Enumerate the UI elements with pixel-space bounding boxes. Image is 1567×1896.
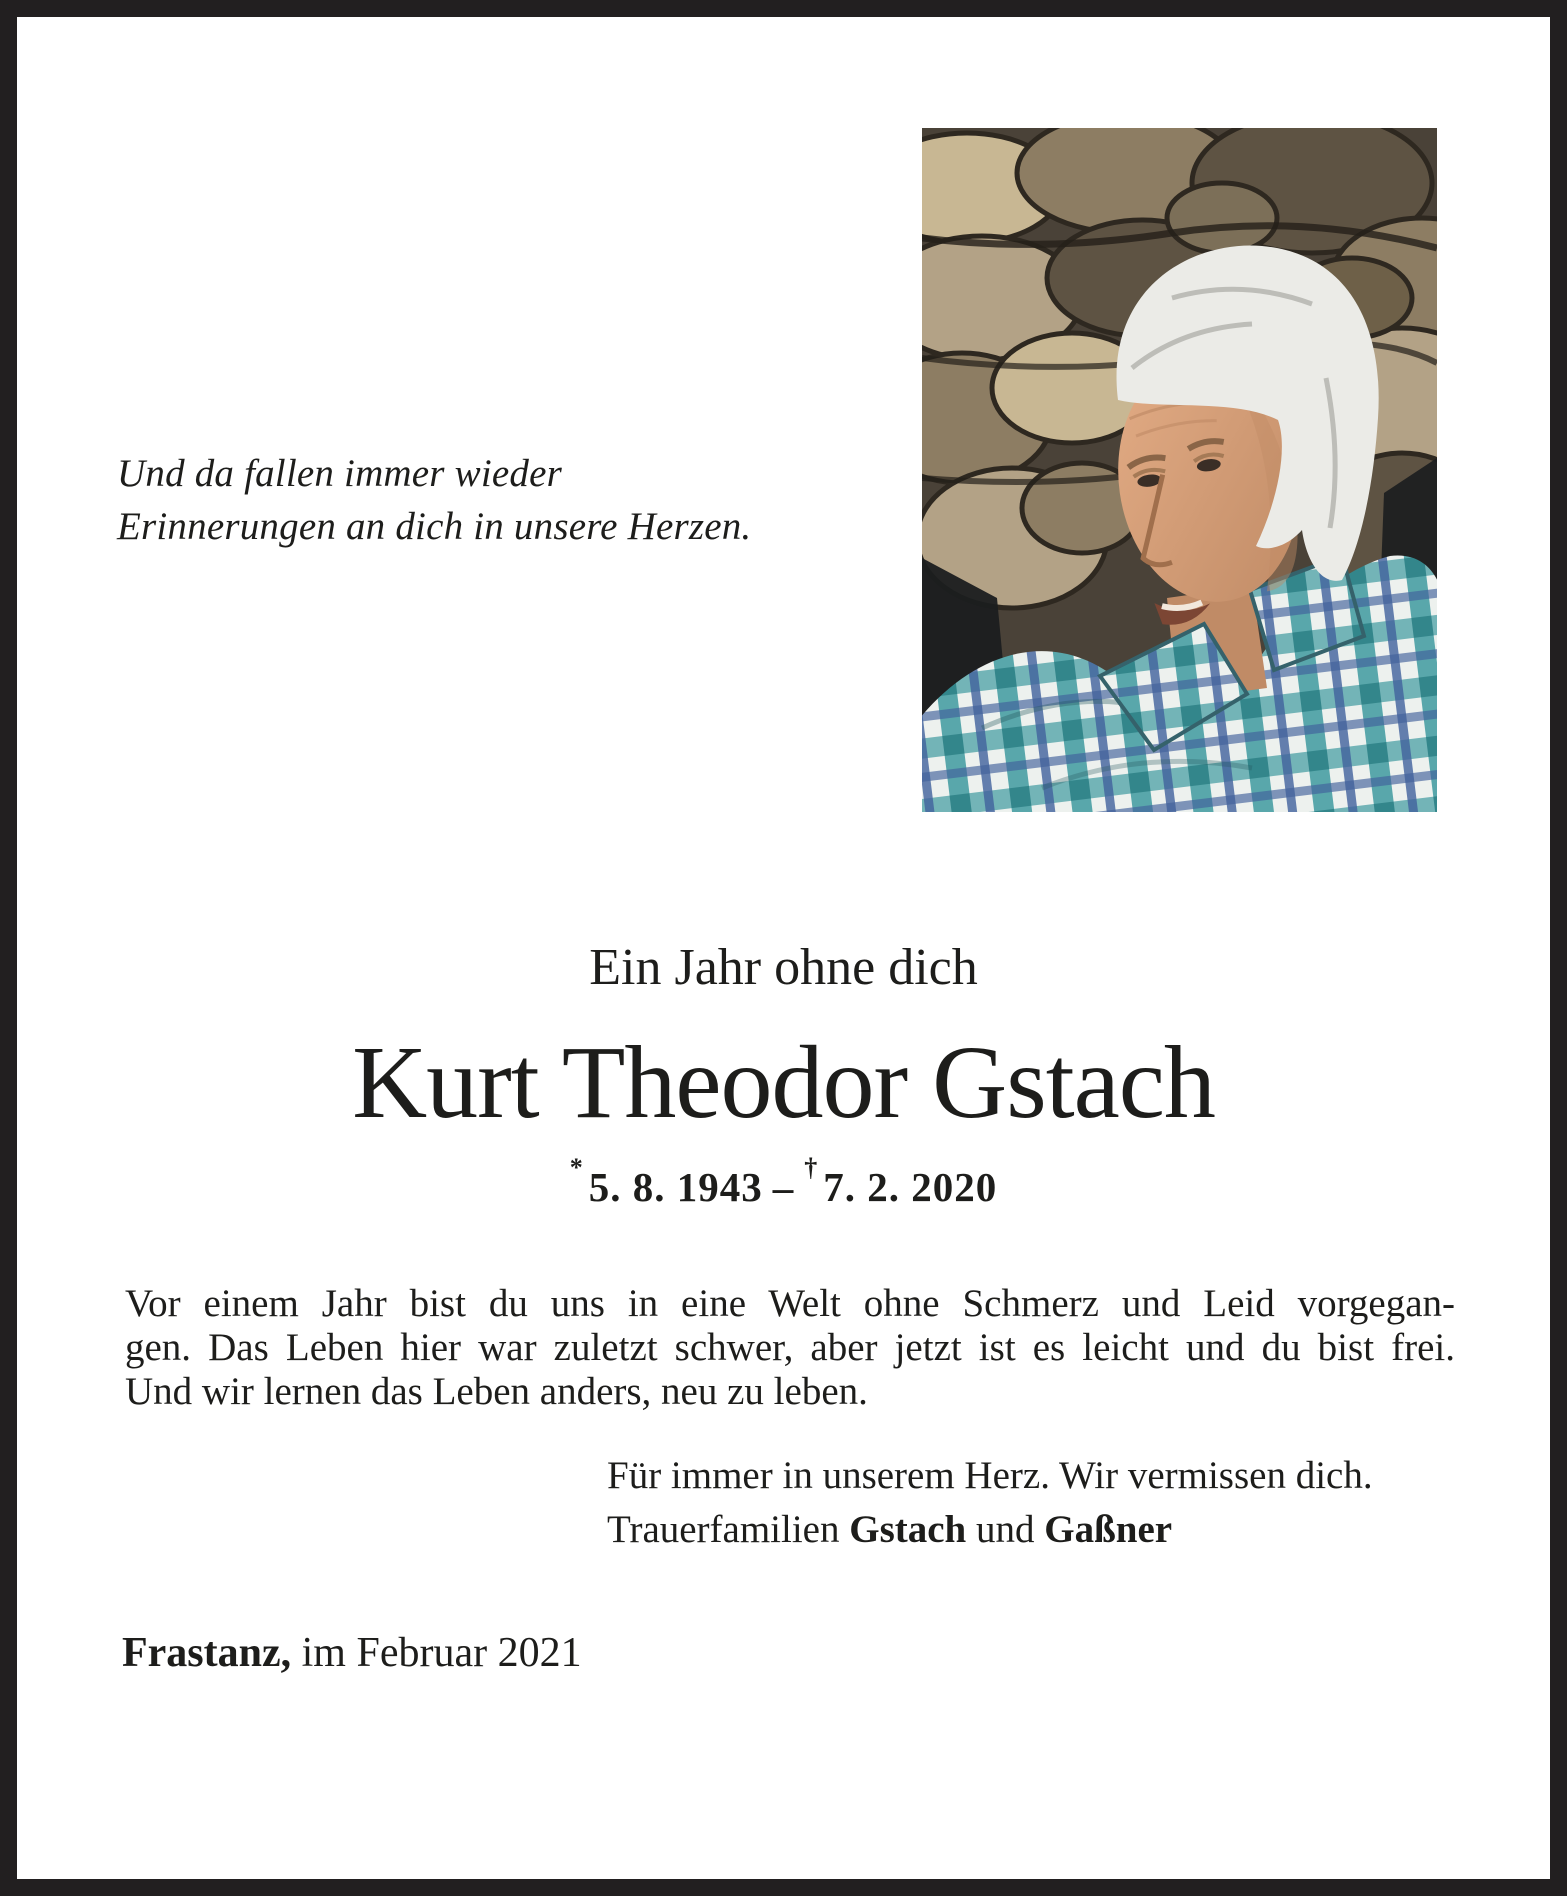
life-dates (17, 1153, 1550, 1211)
notice-date: im Februar 2021 (291, 1630, 582, 1676)
dates-separator: – (772, 1164, 795, 1210)
family-name-gstach: Gstach (849, 1508, 967, 1551)
memorial-quote (117, 447, 751, 553)
memorial-text (125, 1282, 1455, 1414)
portrait-illustration (922, 128, 1437, 812)
quote-line-2: Erinnerungen an dich in unsere Herzen. (117, 505, 752, 548)
remembrance-line: Für immer in unserem Herz. Wir vermissen dich. (607, 1454, 1373, 1497)
place-name: Frastanz, (122, 1630, 292, 1676)
anniversary-line: Ein Jahr ohne dich (589, 939, 978, 996)
portrait-photo (922, 128, 1437, 812)
memorial-text-line: Vor einem Jahr bist du uns in eine Welt ohne Schmerz und Leid vorgegan- (125, 1282, 1455, 1325)
birth-date: 5. 8. 1943 (588, 1164, 763, 1210)
family-name-gassner: Gaßner (1044, 1508, 1173, 1551)
closing-block (607, 1449, 1373, 1557)
death-cross-icon: † (804, 1153, 819, 1183)
families-prefix: Trauerfamilien (607, 1508, 850, 1551)
quote-line-1: Und da fallen immer wieder (117, 452, 562, 495)
families-conjunction: und (966, 1508, 1045, 1551)
memorial-text-line: gen. Das Leben hier war zuletzt schwer, aber jetzt ist es leicht und du bist frei. (125, 1326, 1455, 1369)
deceased-name: Kurt Theodor Gstach (352, 1025, 1215, 1140)
death-date: 7. 2. 2020 (823, 1164, 998, 1210)
place-date-line (122, 1629, 582, 1677)
memorial-text-line: Und wir lernen das Leben anders, neu zu leben. (125, 1370, 868, 1413)
birth-star-icon: * (569, 1153, 584, 1183)
mourning-families-line (607, 1503, 1373, 1557)
